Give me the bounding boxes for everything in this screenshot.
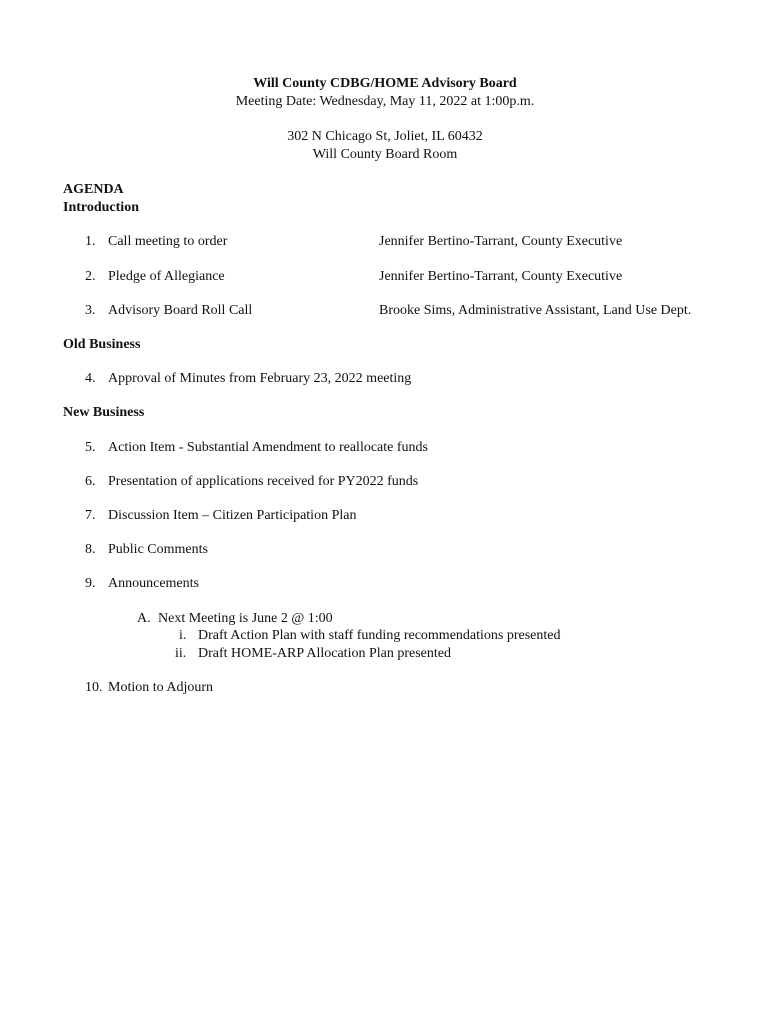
item-text: Approval of Minutes from February 23, 2022 meeting <box>108 371 412 386</box>
meeting-date: Meeting Date: Wednesday, May 11, 2022 at 1:00p.m. <box>235 94 535 109</box>
item-number: 2. <box>85 269 96 284</box>
item-number: 1. <box>85 234 96 249</box>
item-presenter: Jennifer Bertino-Tarrant, County Executive <box>379 269 623 284</box>
item-number: 7. <box>85 508 96 523</box>
item-number: i. <box>179 628 187 643</box>
item-text: Advisory Board Roll Call <box>108 303 253 318</box>
new-business-heading: New Business <box>63 405 145 420</box>
meeting-room: Will County Board Room <box>312 147 458 162</box>
item-presenter: Jennifer Bertino-Tarrant, County Executive <box>379 234 623 249</box>
agenda-heading: AGENDA <box>63 182 124 197</box>
item-text: Call meeting to order <box>108 234 228 249</box>
item-number: 10. <box>85 680 103 695</box>
item-text: Next Meeting is June 2 @ 1:00 <box>158 611 333 626</box>
item-number: 8. <box>85 542 96 557</box>
item-text: Presentation of applications received for PY2022 funds <box>108 474 419 489</box>
item-number: 6. <box>85 474 96 489</box>
introduction-heading: Introduction <box>63 200 139 215</box>
item-number: 4. <box>85 371 96 386</box>
item-number: ii. <box>175 646 187 661</box>
item-number: 5. <box>85 440 96 455</box>
item-number: 9. <box>85 576 96 591</box>
item-text: Pledge of Allegiance <box>108 269 225 284</box>
item-number: 3. <box>85 303 96 318</box>
meeting-address: 302 N Chicago St, Joliet, IL 60432 <box>287 129 483 144</box>
item-presenter: Brooke Sims, Administrative Assistant, Land Use Dept. <box>379 303 692 318</box>
item-text: Draft HOME-ARP Allocation Plan presented <box>198 646 451 661</box>
item-text: Action Item - Substantial Amendment to reallocate funds <box>108 440 428 455</box>
item-number: A. <box>137 611 151 626</box>
document-title: Will County CDBG/HOME Advisory Board <box>253 76 517 91</box>
item-text: Motion to Adjourn <box>108 680 214 695</box>
item-text: Public Comments <box>108 542 208 557</box>
item-text: Draft Action Plan with staff funding recommendations presented <box>198 628 561 643</box>
old-business-heading: Old Business <box>63 337 141 352</box>
item-text: Discussion Item – Citizen Participation Plan <box>108 508 357 523</box>
item-text: Announcements <box>108 576 199 591</box>
